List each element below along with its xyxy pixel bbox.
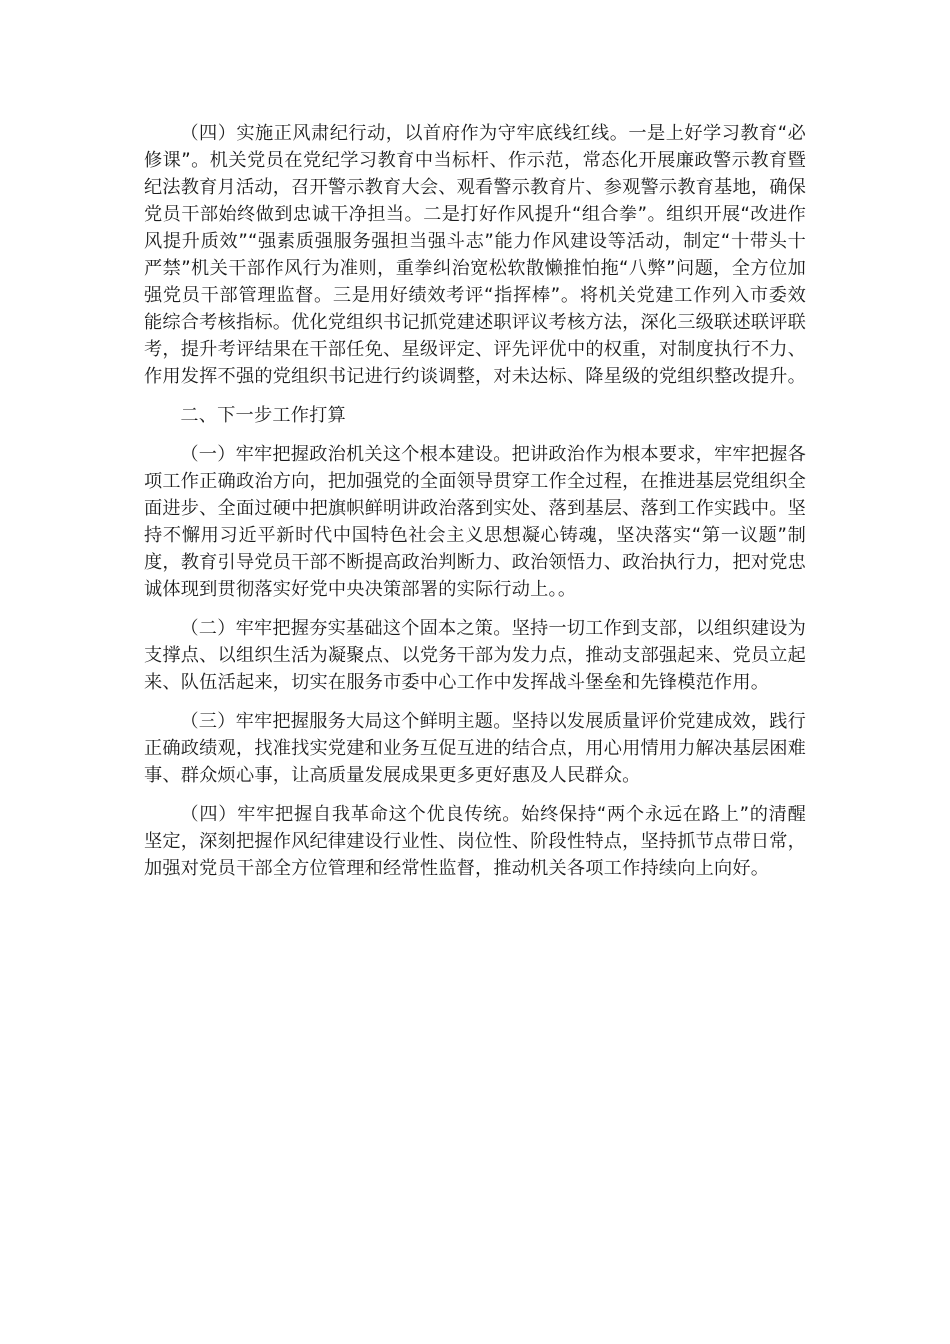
paragraph-self-revolution: （四）牢牢把握自我革命这个优良传统。始终保持“两个永远在路上”的清醒坚定，深刻把握作风纪律建设行业性、岗位性、阶段性特点，坚持抓节点带日常，加强对党员干部全方位管理和经常性监督，推动机关各项工作持续向上向好。	[144, 804, 806, 879]
document-page	[144, 120, 806, 894]
section-heading-next-steps: 二、下一步工作打算	[180, 405, 346, 426]
paragraph-political-organ: （一）牢牢把握政治机关这个根本建设。把讲政治作为根本要求，牢牢把握各项工作正确政治方向，把加强党的全面领导贯穿工作全过程，在推进基层党组织全面进步、全面过硬中把旗帜鲜明讲政治落到实处、落到基层、落到工作实践中。坚持不懈用习近平新时代中国特色社会主义思想凝心铸魂，坚决落实“第一议题”制度，教育引导党员干部不断提高政治判断力、政治领悟力、政治执行力，把对党忠诚体现到贯彻落实好党中央决策部署的实际行动上。。	[144, 444, 806, 600]
paragraph-discipline-action: （四）实施正风肃纪行动，以首府作为守牢底线红线。一是上好学习教育“必修课”。机关党员在党纪学习教育中当标杆、作示范，常态化开展廉政警示教育暨纪法教育月活动，召开警示教育大会、观看警示教育片、参观警示教育基地，确保党员干部始终做到忠诚干净担当。二是打好作风提升“组合拳”。组织开展“改进作风提升质效”“强素质强服务强担当强斗志”能力作风建设等活动，制定“十带头十严禁”机关干部作风行为准则，重拳纠治宽松软散懒推怕拖“八弊”问题，全方位加强党员干部管理监督。三是用好绩效考评“指挥棒”。将机关党建工作列入市委效能综合考核指标。优化党组织书记抓党建述职评议考核方法，深化三级联述联评联考，提升考评结果在干部任免、星级评定、评先评优中的权重，对制度执行不力、作用发挥不强的党组织书记进行约谈调整，对未达标、降星级的党组织整改提升。	[144, 123, 806, 387]
paragraph-foundation: （二）牢牢把握夯实基础这个固本之策。坚持一切工作到支部，以组织建设为支撑点、以组织生活为凝聚点、以党务干部为发力点，推动支部强起来、党员立起来、队伍活起来，切实在服务市委中心工作中发挥战斗堡垒和先锋模范作用。	[144, 618, 806, 693]
paragraph-serve-overall: （三）牢牢把握服务大局这个鲜明主题。坚持以发展质量评价党建成效，践行正确政绩观，找准找实党建和业务互促互进的结合点，用心用情用力解决基层困难事、群众烦心事，让高质量发展成果更多更好惠及人民群众。	[144, 711, 806, 786]
